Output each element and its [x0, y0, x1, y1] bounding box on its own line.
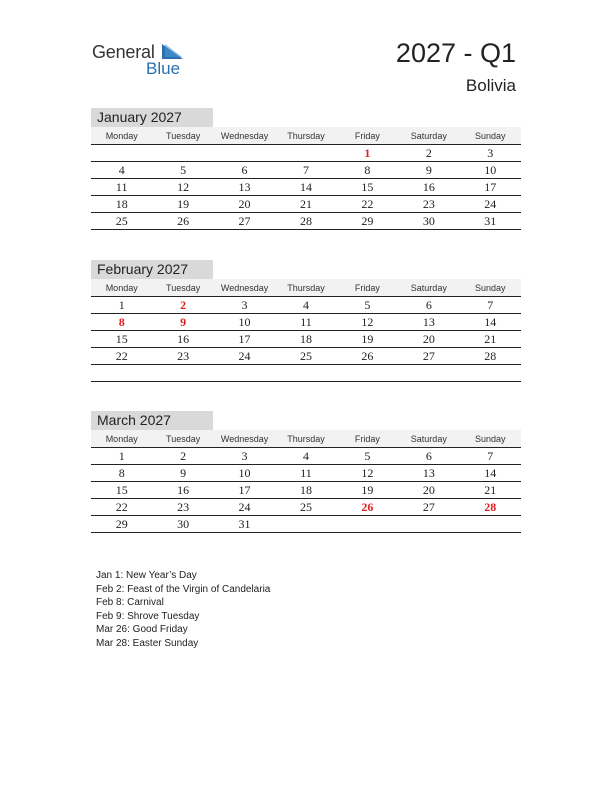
day-cell: 1: [91, 448, 152, 465]
day-cell: 19: [337, 331, 398, 348]
day-cell: [152, 365, 213, 382]
day-cell: 20: [398, 482, 459, 499]
day-cell: 26: [337, 348, 398, 365]
day-cell: 31: [460, 213, 521, 230]
day-cell: 3: [214, 448, 275, 465]
day-cell: 3: [214, 297, 275, 314]
day-cell: 14: [460, 465, 521, 482]
day-cell: 31: [214, 516, 275, 533]
day-cell: [91, 145, 152, 162]
weekday-header: Friday: [337, 279, 398, 297]
day-cell: 11: [275, 465, 336, 482]
day-cell: 5: [152, 162, 213, 179]
calendar-grid: [91, 430, 521, 533]
weekday-header: Sunday: [460, 430, 521, 448]
day-cell: [275, 145, 336, 162]
day-cell: 23: [398, 196, 459, 213]
logo: [92, 40, 192, 80]
day-cell: 6: [214, 162, 275, 179]
day-cell: 26: [152, 213, 213, 230]
day-cell: [460, 516, 521, 533]
day-cell: 21: [275, 196, 336, 213]
weekday-header: Saturday: [398, 279, 459, 297]
day-cell: 7: [460, 297, 521, 314]
weekday-header: Wednesday: [214, 279, 275, 297]
weekday-header: Saturday: [398, 127, 459, 145]
holiday-note: Feb 2: Feast of the Virgin of Candelaria: [96, 583, 271, 595]
day-cell: 5: [337, 297, 398, 314]
day-cell: [337, 516, 398, 533]
day-cell: 28: [460, 348, 521, 365]
day-cell: [214, 365, 275, 382]
day-cell: 6: [398, 448, 459, 465]
day-cell: 24: [214, 499, 275, 516]
day-cell: 10: [214, 314, 275, 331]
day-cell: 23: [152, 499, 213, 516]
day-cell: 11: [275, 314, 336, 331]
day-cell: 19: [152, 196, 213, 213]
day-cell: 22: [91, 348, 152, 365]
weekday-header-row: [91, 430, 521, 448]
week-row: [91, 196, 521, 213]
week-row: [91, 465, 521, 482]
day-cell: 16: [152, 482, 213, 499]
day-cell: 7: [460, 448, 521, 465]
weekday-header: Tuesday: [152, 127, 213, 145]
day-cell: 3: [460, 145, 521, 162]
week-row: [91, 213, 521, 230]
day-cell: 14: [460, 314, 521, 331]
day-cell: 17: [214, 331, 275, 348]
day-cell: 24: [460, 196, 521, 213]
weekday-header: Sunday: [460, 279, 521, 297]
day-cell: [337, 365, 398, 382]
month-february: [91, 260, 521, 382]
holiday-note: Feb 9: Shrove Tuesday: [96, 610, 200, 622]
day-cell: [398, 516, 459, 533]
day-cell: 4: [275, 448, 336, 465]
day-cell: 2: [152, 448, 213, 465]
day-cell: 13: [398, 314, 459, 331]
day-cell: 21: [460, 331, 521, 348]
day-cell: [275, 365, 336, 382]
weekday-header: Monday: [91, 430, 152, 448]
day-cell: 20: [398, 331, 459, 348]
page-title: 2027 - Q1: [395, 38, 516, 68]
weekday-header: Thursday: [275, 127, 336, 145]
day-cell: 13: [398, 465, 459, 482]
day-cell: [91, 365, 152, 382]
holiday-note: Mar 28: Easter Sunday: [96, 637, 199, 649]
day-cell: 30: [398, 213, 459, 230]
day-cell: 22: [337, 196, 398, 213]
holiday-note: Jan 1: New Year’s Day: [96, 570, 197, 581]
day-cell: 9: [152, 465, 213, 482]
day-cell: 27: [398, 499, 459, 516]
day-cell: 10: [214, 465, 275, 482]
week-row: [91, 482, 521, 499]
day-cell: 9: [398, 162, 459, 179]
week-row: [91, 448, 521, 465]
weekday-header: Tuesday: [152, 279, 213, 297]
day-cell: 20: [214, 196, 275, 213]
month-label: January 2027: [91, 108, 213, 127]
week-row: [91, 516, 521, 533]
day-cell: [398, 365, 459, 382]
week-row: [91, 145, 521, 162]
day-cell: 25: [91, 213, 152, 230]
day-cell: 2: [398, 145, 459, 162]
weekday-header: Sunday: [460, 127, 521, 145]
day-cell: 17: [460, 179, 521, 196]
weekday-header: Monday: [91, 279, 152, 297]
day-cell: 10: [460, 162, 521, 179]
day-cell: 19: [337, 482, 398, 499]
week-row: [91, 499, 521, 516]
day-cell: 11: [91, 179, 152, 196]
day-cell: 28: [460, 499, 521, 516]
day-cell: 21: [460, 482, 521, 499]
weekday-header-row: [91, 279, 521, 297]
day-cell: 12: [152, 179, 213, 196]
holiday-note: Mar 26: Good Friday: [96, 624, 188, 635]
day-cell: 27: [398, 348, 459, 365]
day-cell: 12: [337, 465, 398, 482]
day-cell: [152, 145, 213, 162]
country-name: Bolivia: [465, 76, 516, 95]
day-cell: 4: [91, 162, 152, 179]
weekday-header-row: [91, 127, 521, 145]
day-cell: 4: [275, 297, 336, 314]
day-cell: 1: [337, 145, 398, 162]
day-cell: 17: [214, 482, 275, 499]
day-cell: 25: [275, 499, 336, 516]
day-cell: 27: [214, 213, 275, 230]
month-label: March 2027: [91, 411, 213, 430]
day-cell: 8: [91, 465, 152, 482]
weekday-header: Wednesday: [214, 127, 275, 145]
weekday-header: Friday: [337, 127, 398, 145]
weekday-header: Thursday: [275, 279, 336, 297]
day-cell: 16: [398, 179, 459, 196]
weekday-header: Friday: [337, 430, 398, 448]
day-cell: 29: [337, 213, 398, 230]
day-cell: 18: [275, 482, 336, 499]
calendar-grid: [91, 127, 521, 230]
day-cell: 2: [152, 297, 213, 314]
day-cell: 28: [275, 213, 336, 230]
week-row: [91, 365, 521, 382]
week-row: [91, 348, 521, 365]
weekday-header: Saturday: [398, 430, 459, 448]
day-cell: [460, 365, 521, 382]
day-cell: 14: [275, 179, 336, 196]
week-row: [91, 297, 521, 314]
month-january: [91, 108, 521, 230]
month-label: February 2027: [91, 260, 213, 279]
day-cell: 13: [214, 179, 275, 196]
week-row: [91, 331, 521, 348]
day-cell: 9: [152, 314, 213, 331]
month-march: [91, 411, 521, 533]
day-cell: 15: [337, 179, 398, 196]
day-cell: [275, 516, 336, 533]
day-cell: 29: [91, 516, 152, 533]
day-cell: 30: [152, 516, 213, 533]
day-cell: 15: [91, 482, 152, 499]
day-cell: 8: [91, 314, 152, 331]
calendar-grid: [91, 279, 521, 382]
day-cell: 23: [152, 348, 213, 365]
day-cell: 26: [337, 499, 398, 516]
weekday-header: Tuesday: [152, 430, 213, 448]
day-cell: 24: [214, 348, 275, 365]
weekday-header: Monday: [91, 127, 152, 145]
day-cell: 1: [91, 297, 152, 314]
logo-word-general: General: [92, 42, 155, 62]
week-row: [91, 179, 521, 196]
day-cell: 6: [398, 297, 459, 314]
day-cell: 18: [91, 196, 152, 213]
week-row: [91, 314, 521, 331]
day-cell: 7: [275, 162, 336, 179]
holiday-note: Feb 8: Carnival: [96, 597, 164, 608]
day-cell: 22: [91, 499, 152, 516]
day-cell: 25: [275, 348, 336, 365]
week-row: [91, 162, 521, 179]
weekday-header: Thursday: [275, 430, 336, 448]
day-cell: 16: [152, 331, 213, 348]
day-cell: 12: [337, 314, 398, 331]
logo-word-blue: Blue: [146, 59, 181, 78]
holiday-notes: [96, 569, 270, 650]
day-cell: 5: [337, 448, 398, 465]
day-cell: 15: [91, 331, 152, 348]
day-cell: 8: [337, 162, 398, 179]
logo-triangle-icon: [162, 44, 184, 60]
day-cell: 18: [275, 331, 336, 348]
day-cell: [214, 145, 275, 162]
weekday-header: Wednesday: [214, 430, 275, 448]
